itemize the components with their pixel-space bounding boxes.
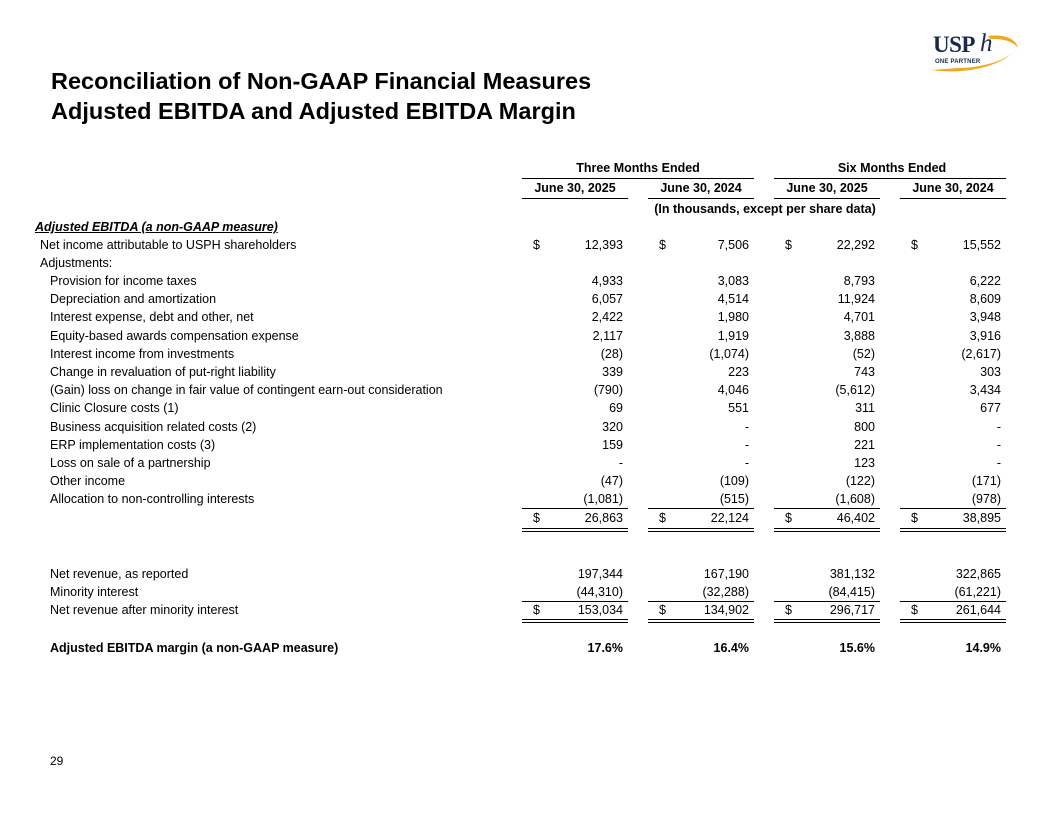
title-line-1: Reconciliation of Non-GAAP Financial Measures — [51, 68, 592, 94]
net-income-value-3: 22,292 — [836, 238, 875, 252]
adjustment-label-1: Provision for income taxes — [50, 274, 197, 288]
adjustment-3-value-1: 2,422 — [591, 310, 623, 325]
adjustment-2-value-2: 4,514 — [717, 292, 749, 307]
total-double-rule-a-1 — [522, 528, 628, 529]
adjustment-6-value-1: 339 — [602, 365, 623, 379]
adjustment-label-12: Other income — [50, 474, 126, 489]
net-income-value-2: 7,506 — [717, 238, 749, 252]
net-revenue-label: Net revenue, as reported — [50, 567, 189, 581]
header-three-months-rule — [522, 178, 754, 179]
total-double-rule-a-3 — [774, 528, 880, 529]
adjustment-9-value-1: 320 — [602, 419, 623, 434]
adjustment-9-value-3: 800 — [854, 419, 875, 434]
net-income-currency-2: $ — [659, 238, 666, 252]
adjusted-ebitda-total-value-4: 38,895 — [962, 511, 1001, 525]
adjustment-2-value-1: 6,057 — [591, 292, 623, 307]
adjusted-ebitda-total-value-2: 22,124 — [710, 511, 749, 525]
adjustment-5-value-4: (2,617) — [961, 346, 1001, 361]
header-six-months: Six Months Ended — [837, 161, 947, 175]
adjusted-ebitda-total-currency-4: $ — [911, 511, 918, 525]
adjusted-ebitda-total-currency-3: $ — [785, 511, 792, 525]
logo-tagline: ONE PARTNER — [935, 59, 981, 65]
adjustment-3-value-2: 1,980 — [717, 310, 749, 325]
adjustment-4-value-3: 3,888 — [843, 328, 875, 343]
net-revenue-after-value-1: 153,034 — [577, 603, 623, 617]
adjustment-11-value-4: - — [996, 456, 1001, 470]
adjustment-12-value-1: (47) — [600, 474, 623, 489]
adjustment-11-value-3: 123 — [854, 456, 875, 470]
section-title: Adjusted EBITDA (a non-GAAP measure) — [35, 220, 278, 234]
adjustment-label-7: (Gain) loss on change in fair value of contingent earn-out consideration — [50, 383, 443, 398]
net-income-currency-1: $ — [533, 238, 540, 252]
revenue-double-rule-a-2 — [648, 619, 754, 620]
adjustment-11-value-1: - — [618, 456, 623, 470]
net-revenue-after-label: Net revenue after minority interest — [50, 603, 239, 617]
revenue-double-rule-a-3 — [774, 619, 880, 620]
adjusted-ebitda-total-currency-1: $ — [533, 511, 540, 525]
adjustment-10-value-3: 221 — [854, 437, 875, 452]
column-header-3: June 30, 2025 — [786, 181, 868, 195]
adjustment-4-value-4: 3,916 — [969, 328, 1001, 343]
adjustment-13-value-3: (1,608) — [835, 492, 875, 507]
margin-value-4: 14.9% — [965, 641, 1001, 655]
adjustment-9-value-4: - — [996, 419, 1001, 434]
adjustment-5-value-2: (1,074) — [709, 346, 749, 361]
adjustment-6-value-3: 743 — [854, 365, 875, 379]
adjustment-13-value-4: (978) — [971, 492, 1001, 507]
adjustment-label-5: Interest income from investments — [50, 346, 235, 361]
units-note: (In thousands, except per share data) — [654, 202, 876, 216]
total-rule-top-3 — [774, 508, 880, 509]
adjustment-8-value-3: 311 — [855, 401, 875, 416]
net-income-currency-4: $ — [911, 238, 918, 252]
adjustment-7-value-1: (790) — [593, 383, 623, 398]
margin-value-2: 16.4% — [713, 641, 749, 655]
adjustment-13-value-2: (515) — [719, 492, 749, 507]
net-revenue-after-value-2: 134,902 — [703, 603, 749, 617]
adjustment-label-4: Equity-based awards compensation expense — [50, 328, 299, 343]
adjustment-label-3: Interest expense, debt and other, net — [50, 310, 254, 325]
net-revenue-after-value-4: 261,644 — [955, 603, 1001, 617]
column-header-rule-4 — [900, 198, 1006, 199]
adjustment-9-value-2: - — [744, 419, 749, 434]
net-income-currency-3: $ — [785, 238, 792, 252]
margin-value-3: 15.6% — [839, 641, 875, 655]
revenue-double-rule-b-3 — [774, 622, 880, 623]
revenue-double-rule-b-4 — [900, 622, 1006, 623]
adjustment-3-value-4: 3,948 — [969, 310, 1001, 325]
total-double-rule-a-4 — [900, 528, 1006, 529]
adjustment-label-2: Depreciation and amortization — [50, 292, 217, 307]
adjustment-1-value-3: 8,793 — [843, 274, 875, 288]
adjustment-7-value-4: 3,434 — [969, 383, 1001, 398]
adjustment-11-value-2: - — [744, 456, 749, 470]
column-header-1: June 30, 2025 — [534, 181, 616, 195]
adjustment-4-value-1: 2,117 — [592, 328, 623, 343]
minority-interest-value-4: (61,221) — [954, 585, 1001, 599]
total-double-rule-b-4 — [900, 531, 1006, 532]
adjustment-12-value-2: (109) — [719, 474, 749, 489]
net-income-value-4: 15,552 — [962, 238, 1001, 252]
logo-usp-text: USP — [933, 32, 975, 57]
page-number: 29 — [50, 754, 64, 768]
adjustment-label-6: Change in revaluation of put-right liability — [50, 365, 276, 379]
net-revenue-value-4: 322,865 — [955, 567, 1001, 581]
adjusted-ebitda-total-value-1: 26,863 — [584, 511, 623, 525]
net-revenue-after-currency-1: $ — [533, 603, 540, 617]
column-header-rule-2 — [648, 198, 754, 199]
logo-h-text: h — [980, 30, 993, 57]
margin-value-1: 17.6% — [587, 641, 623, 655]
adjustment-6-value-2: 223 — [728, 365, 749, 379]
adjustment-13-value-1: (1,081) — [583, 492, 623, 507]
net-revenue-value-3: 381,132 — [829, 567, 875, 581]
adjustment-3-value-3: 4,701 — [843, 310, 875, 325]
minority-interest-value-3: (84,415) — [828, 585, 875, 599]
total-double-rule-b-2 — [648, 531, 754, 532]
adjustment-10-value-1: 159 — [602, 437, 623, 452]
column-header-2: June 30, 2024 — [660, 181, 742, 195]
net-revenue-after-currency-3: $ — [785, 603, 792, 617]
adjustment-label-9: Business acquisition related costs (2) — [50, 419, 257, 434]
column-header-4: June 30, 2024 — [912, 181, 994, 195]
revenue-double-rule-a-4 — [900, 619, 1006, 620]
adjustment-8-value-4: 677 — [980, 401, 1001, 416]
adjustment-10-value-4: - — [996, 437, 1001, 452]
adjustment-label-8: Clinic Closure costs (1) — [50, 401, 179, 416]
adjustment-4-value-2: 1,919 — [717, 328, 749, 343]
minority-interest-label: Minority interest — [50, 585, 139, 599]
total-double-rule-b-3 — [774, 531, 880, 532]
column-header-rule-1 — [522, 198, 628, 199]
adjustment-2-value-3: 11,924 — [837, 292, 875, 307]
adjustment-12-value-4: (171) — [971, 474, 1001, 489]
total-double-rule-a-2 — [648, 528, 754, 529]
adjusted-ebitda-total-currency-2: $ — [659, 511, 666, 525]
adjustment-1-value-4: 6,222 — [969, 274, 1001, 288]
adjustment-1-value-1: 4,933 — [591, 274, 623, 288]
adjustment-10-value-2: - — [744, 437, 749, 452]
revenue-double-rule-b-2 — [648, 622, 754, 623]
adjustment-8-value-1: 69 — [609, 401, 623, 416]
total-rule-top-4 — [900, 508, 1006, 509]
revenue-double-rule-b-1 — [522, 622, 628, 623]
header-three-months: Three Months Ended — [576, 161, 700, 175]
adjustment-12-value-3: (122) — [845, 474, 875, 489]
net-income-value-1: 12,393 — [584, 238, 623, 252]
adjustment-label-11: Loss on sale of a partnership — [50, 456, 211, 470]
total-rule-top-2 — [648, 508, 754, 509]
adjustment-2-value-4: 8,609 — [969, 292, 1001, 307]
net-revenue-value-1: 197,344 — [577, 567, 623, 581]
adjustment-7-value-2: 4,046 — [717, 383, 749, 398]
net-revenue-after-currency-2: $ — [659, 603, 666, 617]
net-revenue-after-value-3: 296,717 — [829, 603, 875, 617]
minority-interest-value-1: (44,310) — [576, 585, 623, 599]
margin-label: Adjusted EBITDA margin (a non-GAAP measure) — [50, 641, 339, 655]
adjustment-label-13: Allocation to non-controlling interests — [50, 492, 255, 507]
adjustment-5-value-3: (52) — [852, 346, 875, 361]
adjustment-label-10: ERP implementation costs (3) — [50, 437, 216, 452]
adjustment-8-value-2: 551 — [728, 401, 749, 416]
revenue-double-rule-a-1 — [522, 619, 628, 620]
net-revenue-value-2: 167,190 — [703, 567, 749, 581]
net-income-label: Net income attributable to USPH shareholders — [40, 238, 297, 252]
adjusted-ebitda-total-value-3: 46,402 — [836, 511, 875, 525]
adjustment-6-value-4: 303 — [980, 365, 1001, 379]
header-six-months-rule — [774, 178, 1006, 179]
adjustment-7-value-3: (5,612) — [835, 383, 875, 398]
total-rule-top-1 — [522, 508, 628, 509]
column-header-rule-3 — [774, 198, 880, 199]
adjustments-label: Adjustments: — [40, 256, 113, 270]
title-line-2: Adjusted EBITDA and Adjusted EBITDA Margin — [51, 98, 576, 124]
total-double-rule-b-1 — [522, 531, 628, 532]
minority-interest-value-2: (32,288) — [702, 585, 749, 599]
adjustment-5-value-1: (28) — [600, 346, 623, 361]
net-revenue-after-currency-4: $ — [911, 603, 918, 617]
adjustment-1-value-2: 3,083 — [717, 274, 749, 288]
